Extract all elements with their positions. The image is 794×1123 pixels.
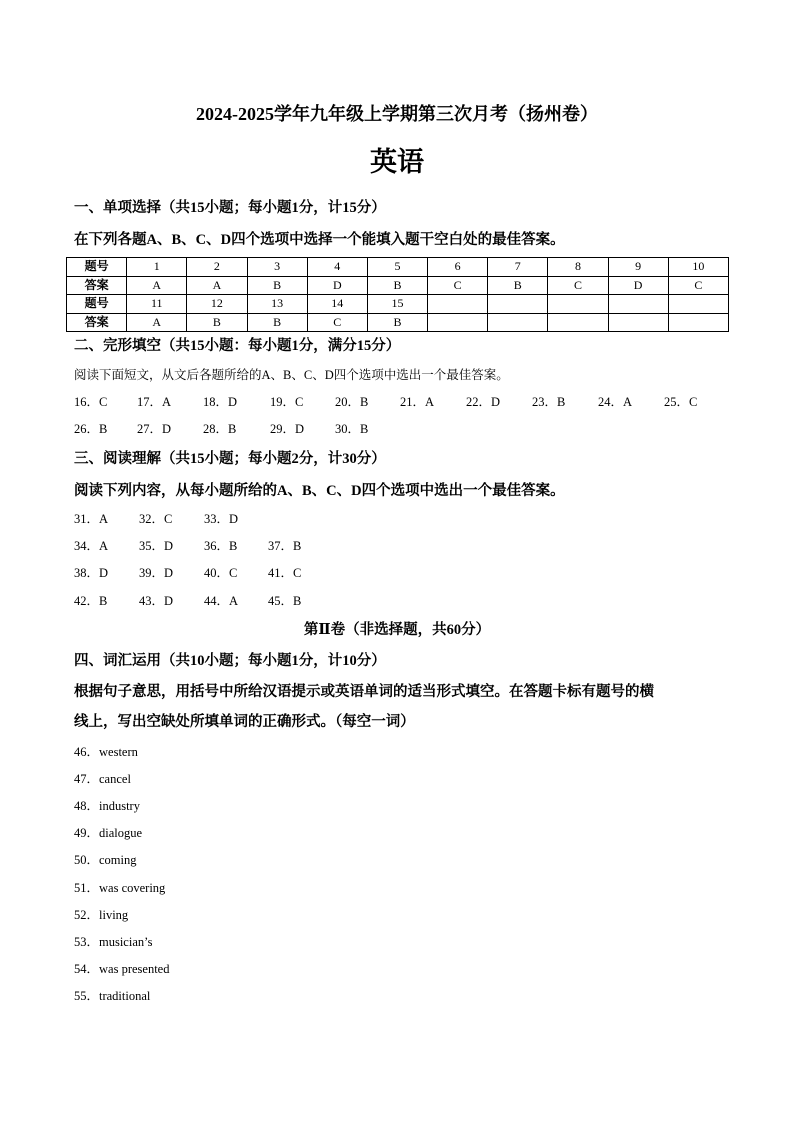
table-cell: 5 [367,258,427,277]
table-cell: 14 [307,295,367,314]
table-cell: 10 [668,258,728,277]
table-cell: B [187,313,247,332]
answer-item: 22．D [466,395,501,409]
answer-item: 39．D [139,566,174,580]
vocab-answer: 49．dialogue [74,826,143,840]
table-cell [548,313,608,332]
table-cell: A [127,276,187,295]
part2-heading: 第Ⅱ卷（非选择题，共60分） [303,622,491,638]
answer-item: 16．C [74,395,108,409]
row-label-answer: 答案 [67,313,127,332]
table-cell: 9 [608,258,668,277]
table-cell: C [548,276,608,295]
answer-item: 27．D [137,422,172,436]
table-cell: 7 [488,258,548,277]
table-row [67,258,729,277]
table-cell: A [187,276,247,295]
table-cell: 8 [548,258,608,277]
table-cell: B [247,313,307,332]
table-cell: D [608,276,668,295]
answer-item: 34．A [74,539,109,553]
answer-item: 23．B [532,395,566,409]
section3-instruction: 阅读下列内容，从每小题所给的A、B、C、D四个选项中选出一个最佳答案。 [74,483,565,499]
answer-item: 17．A [137,395,172,409]
answer-item: 32．C [139,512,173,526]
table-cell [668,295,728,314]
table-cell: 12 [187,295,247,314]
row-label-answer: 答案 [67,276,127,295]
answer-item: 19．C [270,395,304,409]
answer-table [66,257,729,332]
table-cell [428,295,488,314]
section3-heading: 三、阅读理解（共15小题；每小题2分，计30分） [74,451,386,467]
table-cell [428,313,488,332]
table-cell: D [307,276,367,295]
section4-heading: 四、词汇运用（共10小题；每小题1分，计10分） [74,653,386,669]
vocab-answer: 53．musician’s [74,935,153,949]
answer-item: 40．C [204,566,238,580]
table-cell: 1 [127,258,187,277]
vocab-answer: 48．industry [74,799,140,813]
answer-item: 36．B [204,539,238,553]
answer-item: 20．B [335,395,369,409]
answer-item: 41．C [268,566,302,580]
exam-title: 2024-2025学年九年级上学期第三次月考（扬州卷） [196,104,598,124]
table-cell [608,295,668,314]
table-cell: C [668,276,728,295]
answer-item: 18．D [203,395,238,409]
section2-instruction: 阅读下面短文，从文后各题所给的A、B、C、D四个选项中选出一个最佳答案。 [74,368,509,382]
table-cell [548,295,608,314]
table-cell: B [367,313,427,332]
table-cell: 11 [127,295,187,314]
table-cell [488,313,548,332]
answer-item: 45．B [268,594,302,608]
table-cell: B [488,276,548,295]
table-row [67,276,729,295]
answer-item: 29．D [270,422,305,436]
row-label-number: 题号 [67,258,127,277]
table-cell: A [127,313,187,332]
answer-item: 33．D [204,512,239,526]
table-row [67,313,729,332]
answer-item: 24．A [598,395,633,409]
answer-item: 28．B [203,422,237,436]
table-cell: 4 [307,258,367,277]
table-cell: 15 [367,295,427,314]
table-cell [608,313,668,332]
section1-instruction: 在下列各题A、B、C、D四个选项中选择一个能填入题干空白处的最佳答案。 [74,232,565,248]
vocab-answer: 55．traditional [74,989,151,1003]
section4-instruction-line1: 根据句子意思，用括号中所给汉语提示或英语单词的适当形式填空。在答题卡标有题号的横 [74,684,654,700]
table-cell [488,295,548,314]
section4-instruction-line2: 线上，写出空缺处所填单词的正确形式。（每空一词） [74,714,415,730]
vocab-answer: 47．cancel [74,772,131,786]
answer-item: 42．B [74,594,108,608]
table-cell [668,313,728,332]
table-cell: B [247,276,307,295]
table-cell: 13 [247,295,307,314]
answer-item: 30．B [335,422,369,436]
answer-item: 21．A [400,395,435,409]
table-row [67,295,729,314]
vocab-answer: 52．living [74,908,129,922]
table-cell: C [428,276,488,295]
answer-item: 37．B [268,539,302,553]
table-cell: 3 [247,258,307,277]
table-cell: B [367,276,427,295]
row-label-number: 题号 [67,295,127,314]
vocab-answer: 50．coming [74,853,137,867]
vocab-answer: 51．was covering [74,881,166,895]
answer-item: 31．A [74,512,109,526]
section2-heading: 二、完形填空（共15小题：每小题1分，满分15分） [74,338,401,354]
vocab-answer: 54．was presented [74,962,170,976]
section1-heading: 一、单项选择（共15小题；每小题1分，计15分） [74,200,386,216]
table-cell: 6 [428,258,488,277]
answer-item: 35．D [139,539,174,553]
answer-item: 26．B [74,422,108,436]
answer-item: 25．C [664,395,698,409]
table-cell: 2 [187,258,247,277]
answer-item: 44．A [204,594,239,608]
answer-item: 43．D [139,594,174,608]
answer-item: 38．D [74,566,109,580]
subject-title: 英语 [370,147,424,178]
vocab-answer: 46．western [74,745,138,759]
table-cell: C [307,313,367,332]
